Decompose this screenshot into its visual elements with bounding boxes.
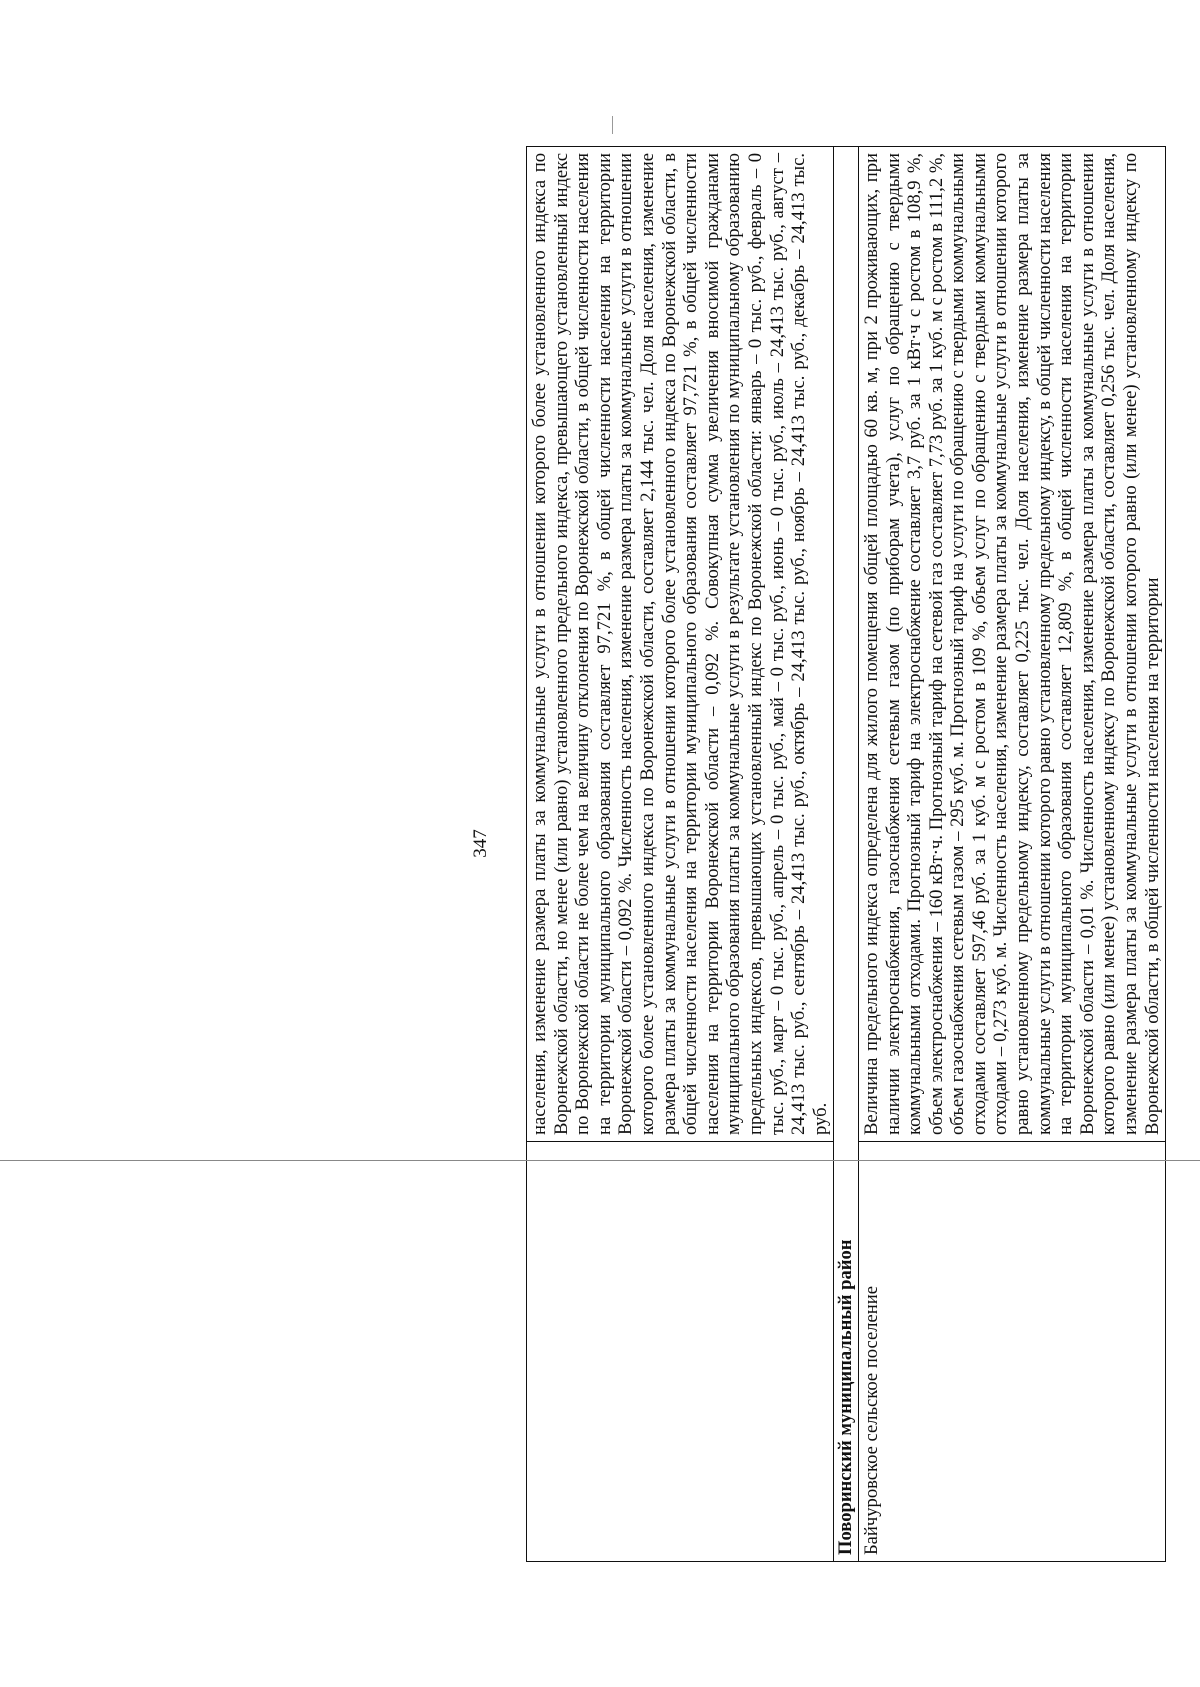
page-number: 347 [470,829,491,858]
continuation-text-cell [527,147,834,1142]
continuation-text: населения, изменение размера платы за коммунальные услуги в отношении которого более установленного индекса по Воронежской области, но менее (или равно) установленного предельного индекса, превышающего установленный индекс по Воронежской области не более чем на величину отклонения по Воронежской области, в общей численности населения на территории муниципального образования составляет 97,721 %, в общей численности населения на территории Воронежской области – 0,092 %. Численность населения, изменение размера платы за коммунальные услуги в отношении которого более установленного индекса по Воронежской области, составляет 2,144 тыс. чел. Доля населения, изменение размера платы за коммунальные услуги в отношении которого более установленного индекса по Воронежской области, в общей численности населения на территории муниципального образования составляет 97,721 %, в общей численности населения на территории Воронежской области – 0,092 %. Совокупная сумма увеличения вносимой гражданами муниципального образования платы за коммунальные услуги в результате установления по муниципальному образованию предельных индексов, превышающих установленный индекс по Воронежской области: январь – 0 тыс. руб., февраль – 0 тыс. руб., март – 0 тыс. руб., апрель – 0 тыс. руб., май – 0 тыс. руб., июнь – 0 тыс. руб., июль – 24,413 тыс. руб., август – 24,413 тыс. руб., сентябрь – 24,413 тыс. руб., октябрь – 24,413 тыс. руб., ноябрь – 24,413 тыс. руб., декабрь – 24,413 тыс. руб. [529,153,831,1135]
table-row-settlement [858,147,1165,1562]
region-title: Поворинский муниципальный район [834,147,859,1562]
table-row-continuation [527,147,834,1562]
scan-mark [612,116,613,134]
scan-edge-line [0,1160,1200,1161]
empty-name-cell [527,1142,834,1562]
settlement-text-cell [858,147,1165,1142]
tariff-table [526,146,1166,1562]
settlement-text: Величина предельного индекса определена для жилого помещения общей площадью 60 кв. м, при 2 проживающих, при наличии электроснабжения, газоснабжения сетевым газом (по приборам учета), услуг по обращению с твердыми коммунальными отходами. Прогнозный тариф на электроснабжение составляет 3,7 руб. за 1 кВт·ч с ростом в 108,9 %, объем электроснабжения – 160 кВт·ч. Прогнозный тариф на сетевой газ составляет 7,73 руб. за 1 куб. м с ростом в 111,2 %, объем газоснабжения сетевым газом – 295 куб. м. Прогнозный тариф на услуги по обращению с твердыми коммунальными отходами составляет 597,46 руб. за 1 куб. м с ростом в 109 %, объем услуг по обращению с твердыми коммунальными отходами – 0,273 куб. м. Численность населения, изменение размера платы за коммунальные услуги в отношении которого равно установленному предельному индексу, составляет 0,225 тыс. чел. Доля населения, изменение размера платы за коммунальные услуги в отношении которого равно установленному предельному индексу, в общей численности населения на территории муниципального образования составляет 12,809 %, в общей численности населения на территории Воронежской области – 0,01 %. Численность населения, изменение размера платы за коммунальные услуги в отношении которого равно (или менее) установленному индексу по Воронежской области, составляет 0,256 тыс. чел. Доля населения, изменение размера платы за коммунальные услуги в отношении которого равно (или менее) установленному индексу по Воронежской области, в общей численности населения на территории [860,153,1163,1135]
table-row-region [834,147,859,1562]
settlement-name: Байчуровское сельское поселение [858,1142,1165,1562]
